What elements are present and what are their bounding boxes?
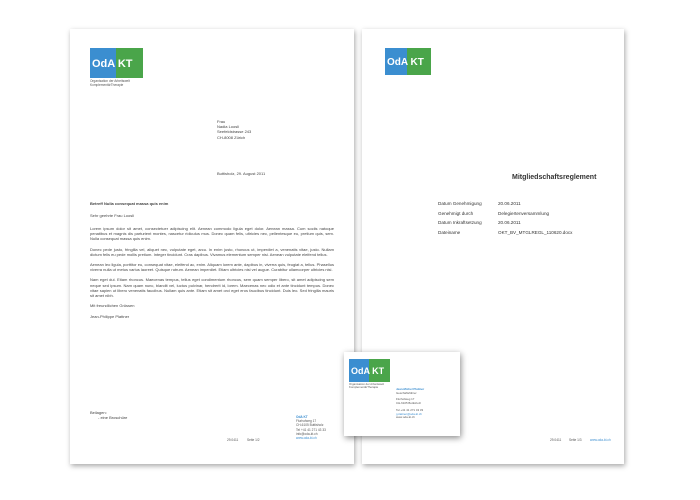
document-metadata: [438, 199, 572, 237]
card-email-link[interactable]: j.plattner@oda-kt.ch: [396, 411, 422, 416]
card-name: Jean-Michel Plattner: [396, 387, 425, 391]
footer-web-link[interactable]: www.oda-kt.ch: [590, 438, 611, 442]
footer-org: OdA KT: [296, 415, 308, 419]
logo-tagline-line2: KomplementärTherapie: [349, 385, 379, 390]
letter-subject: Betreff Nulla consequat massa quis enim: [90, 201, 169, 206]
metadata-key: Genehmigt durch: [438, 210, 474, 216]
recipient-line: CH-8008 Zürich: [217, 134, 246, 140]
recipient-line: Nadia Loosli: [217, 124, 240, 130]
card-addr-line: CH-6105 Buttisholz: [396, 401, 421, 406]
card-contact: [396, 388, 424, 420]
oda-kt-logo: [385, 48, 431, 75]
footer-addr-line: info@oda-kt.ch: [296, 431, 318, 436]
logo-wordmark: OdA KT: [387, 57, 424, 68]
enclosures-label: Beilagen:: [90, 410, 107, 415]
metadata-key: Datum Genehmigung: [438, 201, 482, 206]
card-role: Geschäftsführer: [396, 390, 417, 395]
letter-closing: Mit freundlichen Grüssen: [90, 303, 135, 309]
oda-kt-logo: [90, 48, 143, 78]
metadata-value: 20.06.2011: [498, 220, 521, 225]
recipient-line: Frau: [217, 119, 226, 124]
oda-kt-logo: [349, 359, 390, 382]
logo-wordmark: OdA KT: [92, 58, 133, 70]
logo-tagline-line2: KomplementärTherapie: [90, 83, 124, 88]
metadata-value: 20.06.2011: [498, 201, 521, 206]
logo-tagline-line1: Organisation der Arbeitswelt: [349, 382, 384, 386]
body-paragraph: Aenean leo ligula, porttitor eu, consequat vitae, eleifend ac, enim. Aliquam lorem ante, dapibus in, viverra quis, feugiat a, tellus. Phasellus viverra nulla ut metus varius laoreet. Quisque rutrum. Aenean imperdiet. Etiam ultricies nisi vel augue. Curabitur ullamcorper ultricies nisi.: [90, 262, 334, 273]
footer-date: 29.0411: [227, 438, 239, 442]
recipient-address: [217, 119, 251, 140]
card-tel: Tel +41 41 271 43 33: [396, 407, 424, 412]
metadata-row: [438, 218, 572, 228]
footer-page: Seite 1/3: [569, 438, 582, 442]
letter-salutation: Sehr geehrte Frau Loosli: [90, 213, 135, 218]
metadata-key: Datum Inkraftsetzung: [438, 220, 482, 225]
footer-contact: [296, 415, 326, 440]
business-card: [344, 352, 460, 436]
logo-wordmark: OdA KT: [351, 366, 385, 376]
metadata-value: Delegiertenversammlung: [498, 210, 550, 216]
logo-tagline: [90, 79, 130, 87]
document-title: Mitgliedschaftsreglement: [512, 174, 597, 181]
footer-addr-line: Tel +41 41 271 43 33: [296, 427, 326, 432]
footer-addr-line: CH-6105 Buttisholz: [296, 423, 324, 428]
footer-web-link[interactable]: www.oda-kt.ch: [296, 436, 317, 441]
card-web-link[interactable]: www.oda-kt.ch: [396, 415, 415, 420]
place-date: Buttisholz, 29. August 2011: [217, 171, 266, 176]
enclosures: [90, 410, 127, 420]
recipient-line: Seefeldstrasse 243: [217, 129, 252, 135]
metadata-row: [438, 209, 572, 219]
letter-page: [70, 29, 354, 464]
enclosures-item: - eine Broschüre: [98, 415, 128, 421]
metadata-row: [438, 228, 572, 238]
footer-page: Seite 1/2: [247, 438, 260, 442]
metadata-value: OKT_BV_MTGLREGL_110620.docx: [498, 229, 573, 235]
metadata-row: [438, 199, 572, 209]
metadata-key: Dateiname: [438, 229, 461, 235]
body-paragraph: Lorem ipsum dolor sit amet, consectetuer adipiscing elit. Aenean commodo ligula eget dolor. Aenean massa. Cum sociis natoque penatibus et magnis dis parturient montes, nascetur ridiculus mus. Donec quam felis, ultricies nec, pellentesque eu, pretium quis, sem. Nulla consequat massa quis enim.: [90, 226, 334, 242]
card-addr-line: Flurhofweg 17: [396, 397, 415, 402]
footer-addr-line: Flurhofweg 17: [296, 419, 317, 424]
letter-signature: Jean-Philippe Plattner: [90, 314, 130, 320]
body-paragraph: Nam eget dui. Etiam rhoncus. Maecenas tempus, tellus eget condimentum rhoncus, sem quam semper libero, sit amet adipiscing sem neque sed ipsum. Nam quam nunc, blandit vel, luctus pulvinar, hendrerit id, lorem. Maecenas nec odio et ante tincidunt tempus. Donec vitae sapien ut libero venenatis faucibus. Nullam quis ante. Etiam sit amet orci eget eros faucibus tincidunt. Duis leo. Sed fringilla mauris sit amet nibh.: [90, 277, 334, 299]
letter-body: [90, 226, 334, 320]
logo-tagline: [349, 383, 384, 390]
footer-date: 29.0411: [550, 438, 562, 442]
logo-tagline-line1: Organisation der Arbeitswelt: [90, 79, 130, 83]
body-paragraph: Donec pede justo, fringilla vel, aliquet nec, vulputate eget, arcu. In enim justo, rhoncus ut, imperdiet a, venenatis vitae, justo. Nullam dictum felis eu pede mollis pretium. Integer tincidunt. Cras dapibus. Vivamus elementum semper nisi. Aenean vulputate eleifend tellus.: [90, 246, 334, 257]
